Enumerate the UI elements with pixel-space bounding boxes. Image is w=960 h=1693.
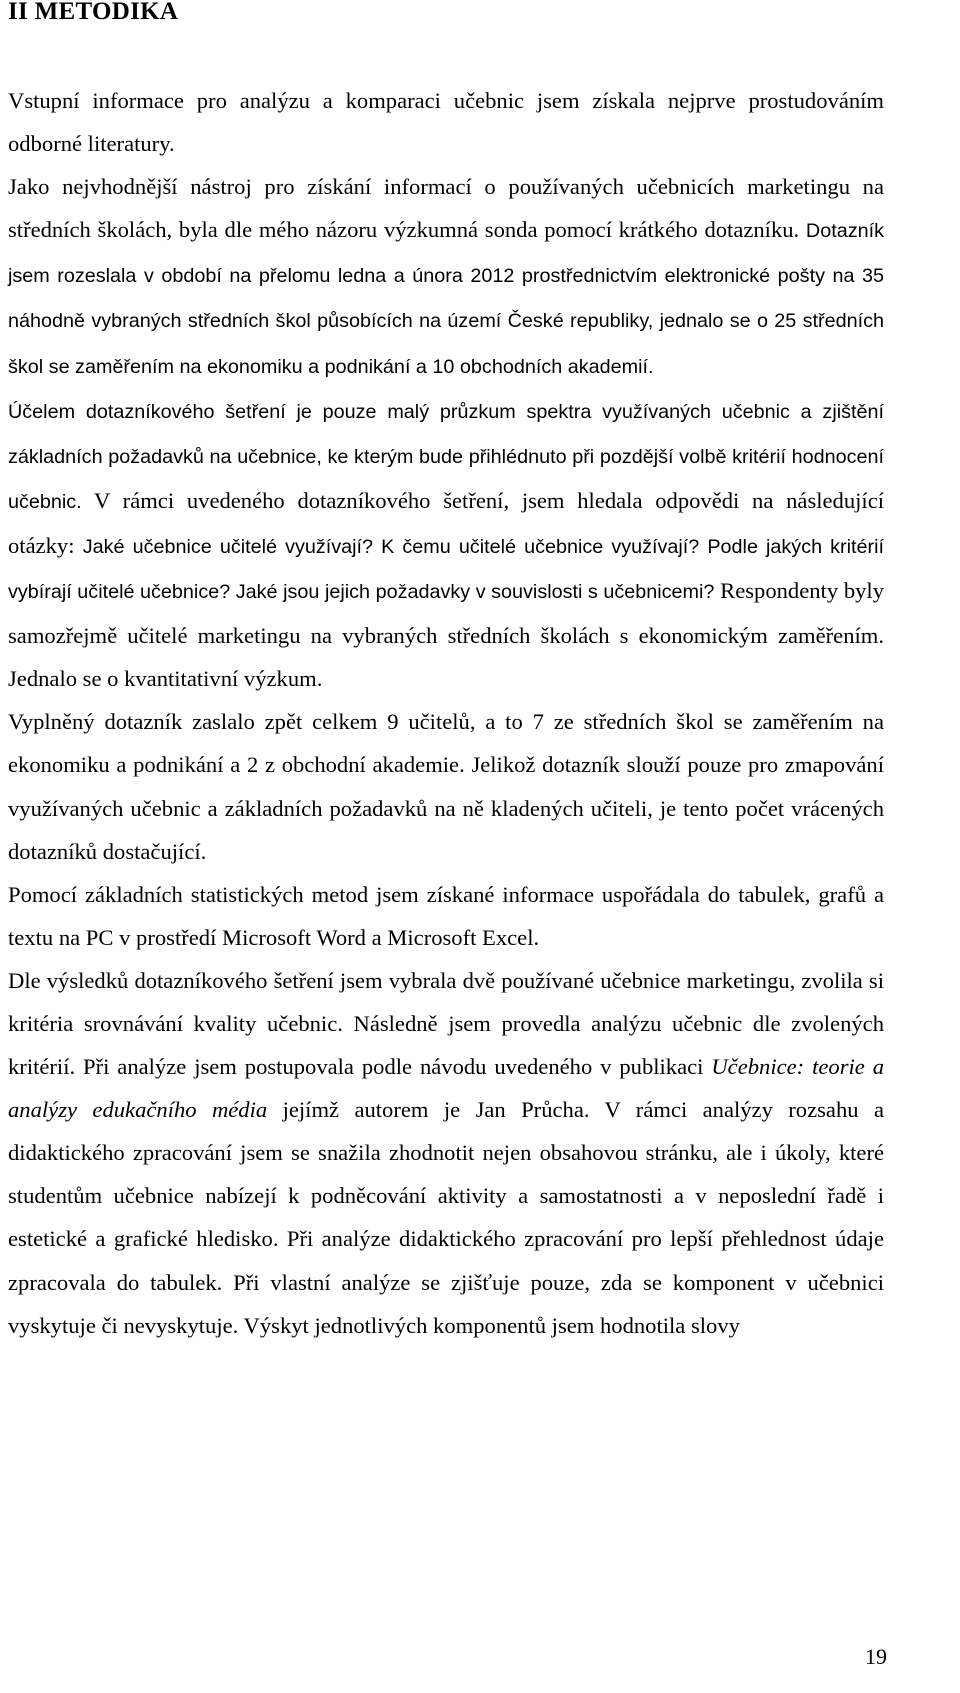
analysis-text-end: jejímž autorem je Jan Průcha. V rámci analýzy rozsahu a didaktického zpracování jsem se snažila zhodnotit nejen obsahovou stránku, ale i úkoly, které studentům učebnice nabízejí k podněcování aktivity a samostatnosti a v neposlední řadě i estetické a grafické hledisko. Při analýze didaktického zpracování pro lepší přehlednost údaje zpracovala do tabulek. Při vlastní analýze se zjišťuje pouze, zda se komponent v učebnici vyskytuje či nevyskytuje. Výskyt jednotlivých komponentů jsem hodnotila slovy [8,1097,884,1338]
purpose-text: Účelem dotazníkového šetření je pouze malý průzkum spektra využívaných učebnic a zjištění základních požadavků na učebnice, ke kterým bude přihlédnuto při pozdější volbě kritérií hodnocení učebnic. [8,400,884,513]
analysis-text-start: Dle výsledků dotazníkového šetření jsem vybrala dvě používané učebnice marketingu, zvolila si kritéria srovnávání kvality učebnic. Následně jsem provedla analýzu učebnic dle zvolených kritérií. Při analýze jsem postupovala podle návodu uvedeného v publikaci [8,967,884,1080]
paragraph-sources: Vstupní informace pro analýzu a komparaci učebnic jsem získala nejprve prostudováním odborné literatury. [8,88,884,157]
paragraph-analysis [8,959,884,1347]
research-questions-intro: V rámci uvedeného dotazníkového šetření, jsem hledala odpovědi na následující otázky: [8,487,884,558]
returns-text: Vyplněný dotazník zaslalo zpět celkem 9 učitelů, a to 7 ze středních škol se zaměřením na ekonomiku a podnikání a 2 z obchodní akademie. [8,709,884,778]
publication-title: Učebnice: teorie a analýzy edukačního média [8,1054,884,1123]
paragraph-questionnaire [8,165,884,388]
research-questions-text: Jaké učebnice učitelé využívají? K čemu učitelé učebnice využívají? Podle jakých kritérií vybírají učitelé učebnice? Jaké jsou jejich požadavky v souvislosti s učebnicemi? [8,535,884,604]
body-text [8,79,884,1347]
paragraph-purpose [8,389,884,701]
questionnaire-distribution-text: Dotazník jsem rozeslala v období na přelomu ledna a února 2012 prostřednictvím elektronické pošty na 35 náhodně vybraných středních škol působících na území České republiky, jednalo se o 25 středních škol se zaměřením na ekonomiku a podnikání a 10 obchodních akademií. [8,220,884,378]
page-number: 19 [865,1644,887,1669]
paragraph-returns [8,700,884,872]
paragraph-methods: Pomocí základních statistických metod jsem získané informace uspořádala do tabulek, grafů a textu na PC v prostředí Microsoft Word a Microsoft Excel. [8,881,884,950]
chapter-heading: II METODIKA [8,0,179,25]
respondents-text: Respondenty byly samozřejmě učitelé marketingu na vybraných středních školách s ekonomickým zaměřením. Jednalo se o kvantitativní výzkum. [8,578,884,692]
questionnaire-intro-text: Jako nejvhodnější nástroj pro získání informací o používaných učebnicích marketingu na středních školách, byla dle mého názoru výzkumná sonda pomocí krátkého dotazníku. [8,174,884,243]
returns-sufficiency-text: Jelikož dotazník slouží pouze pro zmapování využívaných učebnic a základních požadavků na ně kladených učiteli, je tento počet vrácených dotazníků dostačující. [8,752,884,864]
